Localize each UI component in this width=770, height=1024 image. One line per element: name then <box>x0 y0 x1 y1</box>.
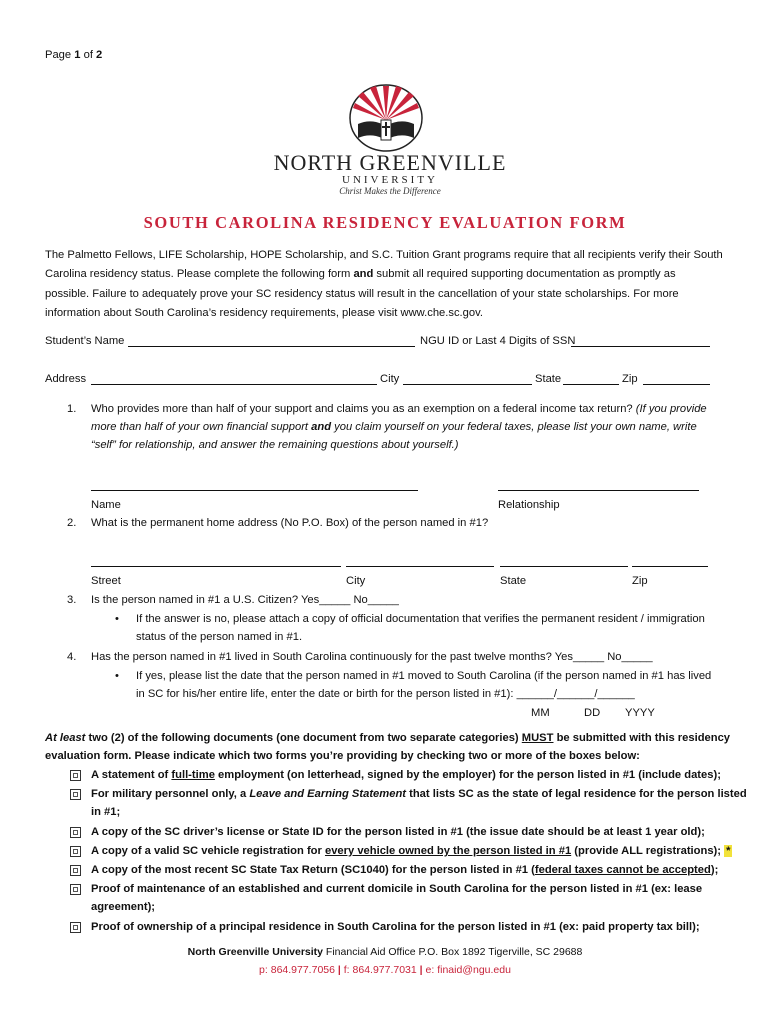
zip-label: Zip <box>622 373 638 385</box>
logo-tagline: Christ Makes the Difference <box>339 186 441 196</box>
student-name-label: Student’s Name <box>45 335 125 347</box>
footer-sep-1: | <box>334 964 344 976</box>
q1-note-line-2 <box>91 418 697 436</box>
doc-item-domicile: Proof of maintenance of an established and current domicile in South Carolina for the person listed in #1 (ex: lease <box>91 883 703 895</box>
q1-number: 1. <box>67 403 77 415</box>
sunburst-book-icon <box>270 78 510 158</box>
doc-item-drivers-license: A copy of the SC driver’s license or State ID for the person listed in #1 (the issue date should be at least 1 year old); <box>91 826 705 838</box>
zip-field[interactable] <box>643 384 710 385</box>
q2-street-label: Street <box>91 575 121 587</box>
doc-3-a: A copy of a valid SC vehicle registration for <box>91 845 325 857</box>
doc-checkbox-drivers-license[interactable] <box>70 827 81 838</box>
q4-bullet-dot: • <box>115 670 119 682</box>
q4-number: 4. <box>67 651 77 663</box>
university-logo <box>270 78 510 196</box>
doc-item-tax-return <box>91 861 718 879</box>
page-of: of <box>83 49 93 61</box>
footer-sep-2: | <box>416 964 426 976</box>
page-current: 1 <box>74 49 81 61</box>
doc-1-i: Leave and Earning Statement <box>249 788 406 800</box>
q3-bullet-line-2: status of the person named in #1. <box>136 631 303 643</box>
q2-street-field[interactable] <box>91 566 341 567</box>
doc-3-u: every vehicle owned by the person listed in #1 <box>324 845 572 857</box>
q1-name-field[interactable] <box>91 490 418 491</box>
q1-note-a: (If you provide <box>635 403 707 415</box>
q4-bullet-line-1: If yes, please list the date that the person named in #1 moved to South Carolina (if the person named in #1 has lived <box>136 670 712 682</box>
address-field[interactable] <box>91 384 377 385</box>
doc-0-u: full-time <box>171 769 215 781</box>
q1-text: Who provides more than half of your support and claims you as an exemption on a federal income tax return? <box>91 403 633 415</box>
q2-state-label: State <box>500 575 527 587</box>
q4-text: Has the person named in #1 lived in South Carolina continuously for the past twelve months? Yes_____ No_____ <box>91 651 653 663</box>
docs-lead-b: be submitted with this residency <box>553 732 731 744</box>
page-label: Page <box>45 49 72 61</box>
doc-item-military <box>91 785 747 803</box>
q4-dd-label: DD <box>584 707 601 719</box>
q4-bullet-line-2: in SC for his/her entire life, enter the date or birth for the person listed in #1): ______/______/______ <box>136 688 635 700</box>
docs-must: MUST <box>521 732 554 744</box>
doc-3-b: (provide ALL registrations); <box>571 845 721 857</box>
doc-item-ownership: Proof of ownership of a principal residence in South Carolina for the person listed in #1 (ex: paid property tax bill); <box>91 921 700 933</box>
doc-4-b: ); <box>710 864 719 876</box>
doc-4-a: A copy of the most recent SC State Tax Return (SC1040) for the person listed in #1 ( <box>91 864 535 876</box>
q2-city-label: City <box>346 575 366 587</box>
q1-note-b: more than half of your own financial support <box>91 421 312 433</box>
q3-bullet-dot: • <box>115 613 119 625</box>
docs-lead-a: two (2) of the following documents (one document from two separate categories) <box>85 732 522 744</box>
q2-number: 2. <box>67 517 77 529</box>
doc-3-star: * <box>726 845 731 857</box>
city-label: City <box>380 373 400 385</box>
q2-state-field[interactable] <box>500 566 628 567</box>
footer-phone: 864.977.7056 <box>267 964 335 976</box>
q2-zip-field[interactable] <box>632 566 708 567</box>
doc-checkbox-domicile[interactable] <box>70 884 81 895</box>
q1-relationship-field[interactable] <box>498 490 699 491</box>
doc-0-b: employment (on letterhead, signed by the employer) for the person listed in #1 (include dates); <box>214 769 721 781</box>
doc-checkbox-vehicle-registration[interactable] <box>70 846 81 857</box>
intro-line-2a: Carolina residency status. Please complete the following form <box>45 268 354 280</box>
intro-line-2 <box>45 265 676 283</box>
q2-city-field[interactable] <box>346 566 494 567</box>
form-title: SOUTH CAROLINA RESIDENCY EVALUATION FORM <box>143 213 627 232</box>
q1-name-label: Name <box>91 499 121 511</box>
address-label: Address <box>45 373 87 385</box>
intro-and: and <box>353 268 374 280</box>
q2-text: What is the permanent home address (No P.O. Box) of the person named in #1? <box>91 517 489 529</box>
state-label: State <box>535 373 562 385</box>
q3-number: 3. <box>67 594 77 606</box>
footer-email-label: e: <box>425 964 435 976</box>
footer-address <box>0 944 770 960</box>
logo-name: NORTH GREENVILLE <box>273 150 507 175</box>
doc-checkbox-tax-return[interactable] <box>70 865 81 876</box>
intro-line-2c: submit all required supporting documentation as promptly as <box>373 268 676 280</box>
intro-line-3: possible. Failure to adequately prove your SC residency status will result in the cancellation of your state scholarships. For more <box>45 288 679 300</box>
q4-yyyy-label: YYYY <box>625 707 655 719</box>
doc-checkbox-employment[interactable] <box>70 770 81 781</box>
q1-relationship-label: Relationship <box>498 499 560 511</box>
doc-1-b: that lists SC as the state of legal residence for the person listed <box>406 788 747 800</box>
page-total: 2 <box>96 49 103 61</box>
q4-mm-label: MM <box>531 707 550 719</box>
doc-0-a: A statement of <box>91 769 172 781</box>
footer-contact <box>0 962 770 978</box>
page-number <box>45 46 102 64</box>
q3-text: Is the person named in #1 a U.S. Citizen? Yes_____ No_____ <box>91 594 399 606</box>
footer-phone-label: p: <box>259 964 268 976</box>
city-field[interactable] <box>403 384 532 385</box>
intro-line-1: The Palmetto Fellows, LIFE Scholarship, HOPE Scholarship, and S.C. Tuition Grant programs require that all recipients verify their South <box>45 249 723 261</box>
q2-zip-label: Zip <box>632 575 648 587</box>
docs-at-least: At least <box>45 732 86 744</box>
doc-item-military-cont: in #1; <box>91 806 121 818</box>
footer-org: North Greenville University <box>187 946 324 958</box>
footer-email[interactable]: finaid@ngu.edu <box>434 964 511 976</box>
student-name-field[interactable] <box>128 346 415 347</box>
intro-line-4: information about South Carolina’s residency requirements, please visit www.che.sc.gov. <box>45 307 483 319</box>
doc-1-a: For military personnel only, a <box>91 788 250 800</box>
ngu-id-label: NGU ID or Last 4 Digits of SSN <box>420 335 576 347</box>
docs-lead-line-1 <box>45 729 730 747</box>
state-field[interactable] <box>563 384 619 385</box>
footer-fax-label: f: <box>343 964 350 976</box>
q1-note-c: you claim yourself on your federal taxes, please list your own name, write <box>331 421 697 433</box>
docs-lead-line-2: evaluation form. Please indicate which two forms you’re providing by checking two or more of the boxes below: <box>45 750 640 762</box>
doc-checkbox-military[interactable] <box>70 789 81 800</box>
footer-fax: 864.977.7031 <box>349 964 417 976</box>
doc-checkbox-ownership[interactable] <box>70 922 81 933</box>
logo-sub: UNIVERSITY <box>342 174 438 186</box>
doc-4-u: federal taxes cannot be accepted <box>534 864 711 876</box>
doc-item-domicile-cont: agreement); <box>91 901 156 913</box>
ngu-id-field[interactable] <box>571 346 710 347</box>
footer-office: Financial Aid Office P.O. Box 1892 Tigerville, SC 29688 <box>323 946 583 958</box>
doc-item-employment <box>91 766 721 784</box>
q1-note-and: and <box>311 421 332 433</box>
q1-text-line <box>91 400 707 418</box>
doc-item-vehicle-registration <box>91 842 732 860</box>
q3-bullet-line-1: If the answer is no, please attach a copy of official documentation that verifies the permanent resident / immigration <box>136 613 705 625</box>
q1-note-line-3: “self” for relationship, and answer the remaining questions about yourself.) <box>91 439 459 451</box>
